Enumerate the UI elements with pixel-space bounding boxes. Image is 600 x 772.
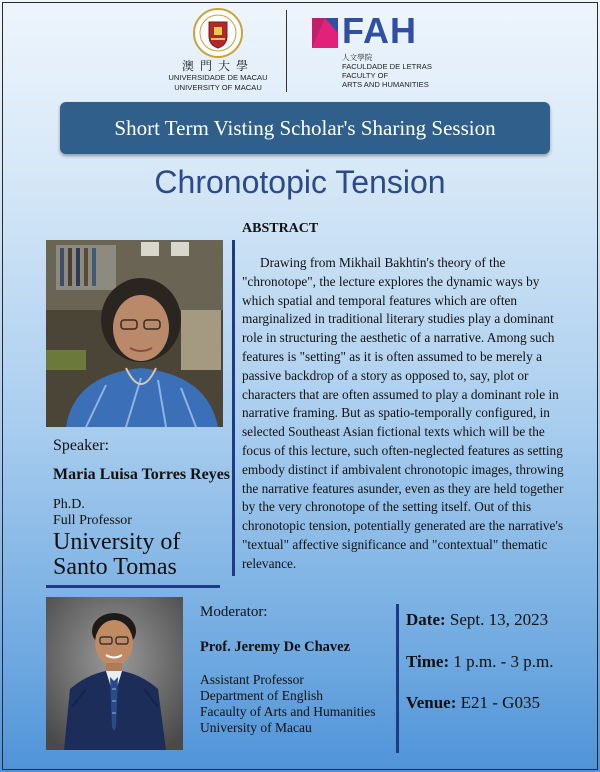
header-divider [286,10,287,92]
venue-label: Venue: [406,693,457,712]
fah-logo-mark-icon [312,18,338,48]
abstract-divider-vertical [232,240,235,576]
session-series-title: Short Term Visting Scholar's Sharing Session [114,115,496,140]
speaker-university-line-2: Santo Tomas [53,554,177,580]
abstract-heading: ABSTRACT [242,221,319,236]
date-label: Date: [406,610,446,629]
faculty-name-portuguese: FACULDADE DE LETRAS [342,62,432,71]
speaker-university [53,530,233,580]
moderator-department: Department of English [200,688,323,703]
event-venue [406,693,540,713]
time-label: Time: [406,652,450,671]
university-name-english: UNIVERSITY OF MACAU [174,83,262,92]
date-value: Sept. 13, 2023 [449,610,549,629]
speaker-photo [46,240,223,427]
details-divider-vertical [396,604,399,753]
moderator-name: Prof. Jeremy De Chavez [200,639,351,655]
abstract-body: Drawing from Mikhail Bakhtin's theory of the "chronotope", the lecture explores the dynamic ways by which spatial and temporal features which are often marginalized in traditional literary studies play a dominant role in structuring the aesthetic of a narrative. Among such features is "setting" as it is often assumed to be merely a passive backdrop of a story as opposed to, say, plot or characters that are often assumed to play a dominant role in narrative framing. But as spatio-temporally configured, in selected Southeast Asian fictional texts which will be the focus of this lecture, such often-neglected features as setting embody distinct if ambivalent chronotopic images, throwing the narrative features asunder, even as they are held together by the very chronotope of the setting itself. Out of this chronotopic tension, potentially generated are the narrative's "textual" affective significance and "contextual" thematic relevance. [242,255,564,571]
faculty-name-chinese: 人文學院 [342,53,373,62]
faculty-name-english-2: ARTS AND HUMANITIES [342,80,429,89]
moderator-photo [46,597,183,750]
faculty-name-english-1: FACULTY OF [342,71,389,80]
session-banner [60,102,550,154]
lecture-title: Chronotopic Tension [154,164,446,200]
moderator-faculty: Facaulty of Arts and Humanities [200,704,376,719]
time-value: 1 p.m. - 3 p.m. [453,652,554,671]
speaker-divider-horizontal [46,585,220,588]
speaker-degree: Ph.D. [53,497,85,512]
speaker-position: Full Professor [53,513,132,528]
moderator-label: Moderator: [200,604,268,620]
university-crest-logo [193,8,243,58]
moderator-university: University of Macau [200,720,312,735]
venue-value: E21 - G035 [460,693,540,712]
university-name-chinese: 澳門大學 [181,59,254,73]
event-time [406,652,553,672]
speaker-label: Speaker: [53,437,109,454]
speaker-university-line-1: University of [53,529,181,555]
faculty-abbreviation: FAH [342,10,417,51]
university-name-portuguese: UNIVERSIDADE DE MACAU [168,73,268,82]
moderator-position: Assistant Professor [200,672,304,687]
event-date [406,610,548,630]
speaker-name: Maria Luisa Torres Reyes [53,466,231,483]
